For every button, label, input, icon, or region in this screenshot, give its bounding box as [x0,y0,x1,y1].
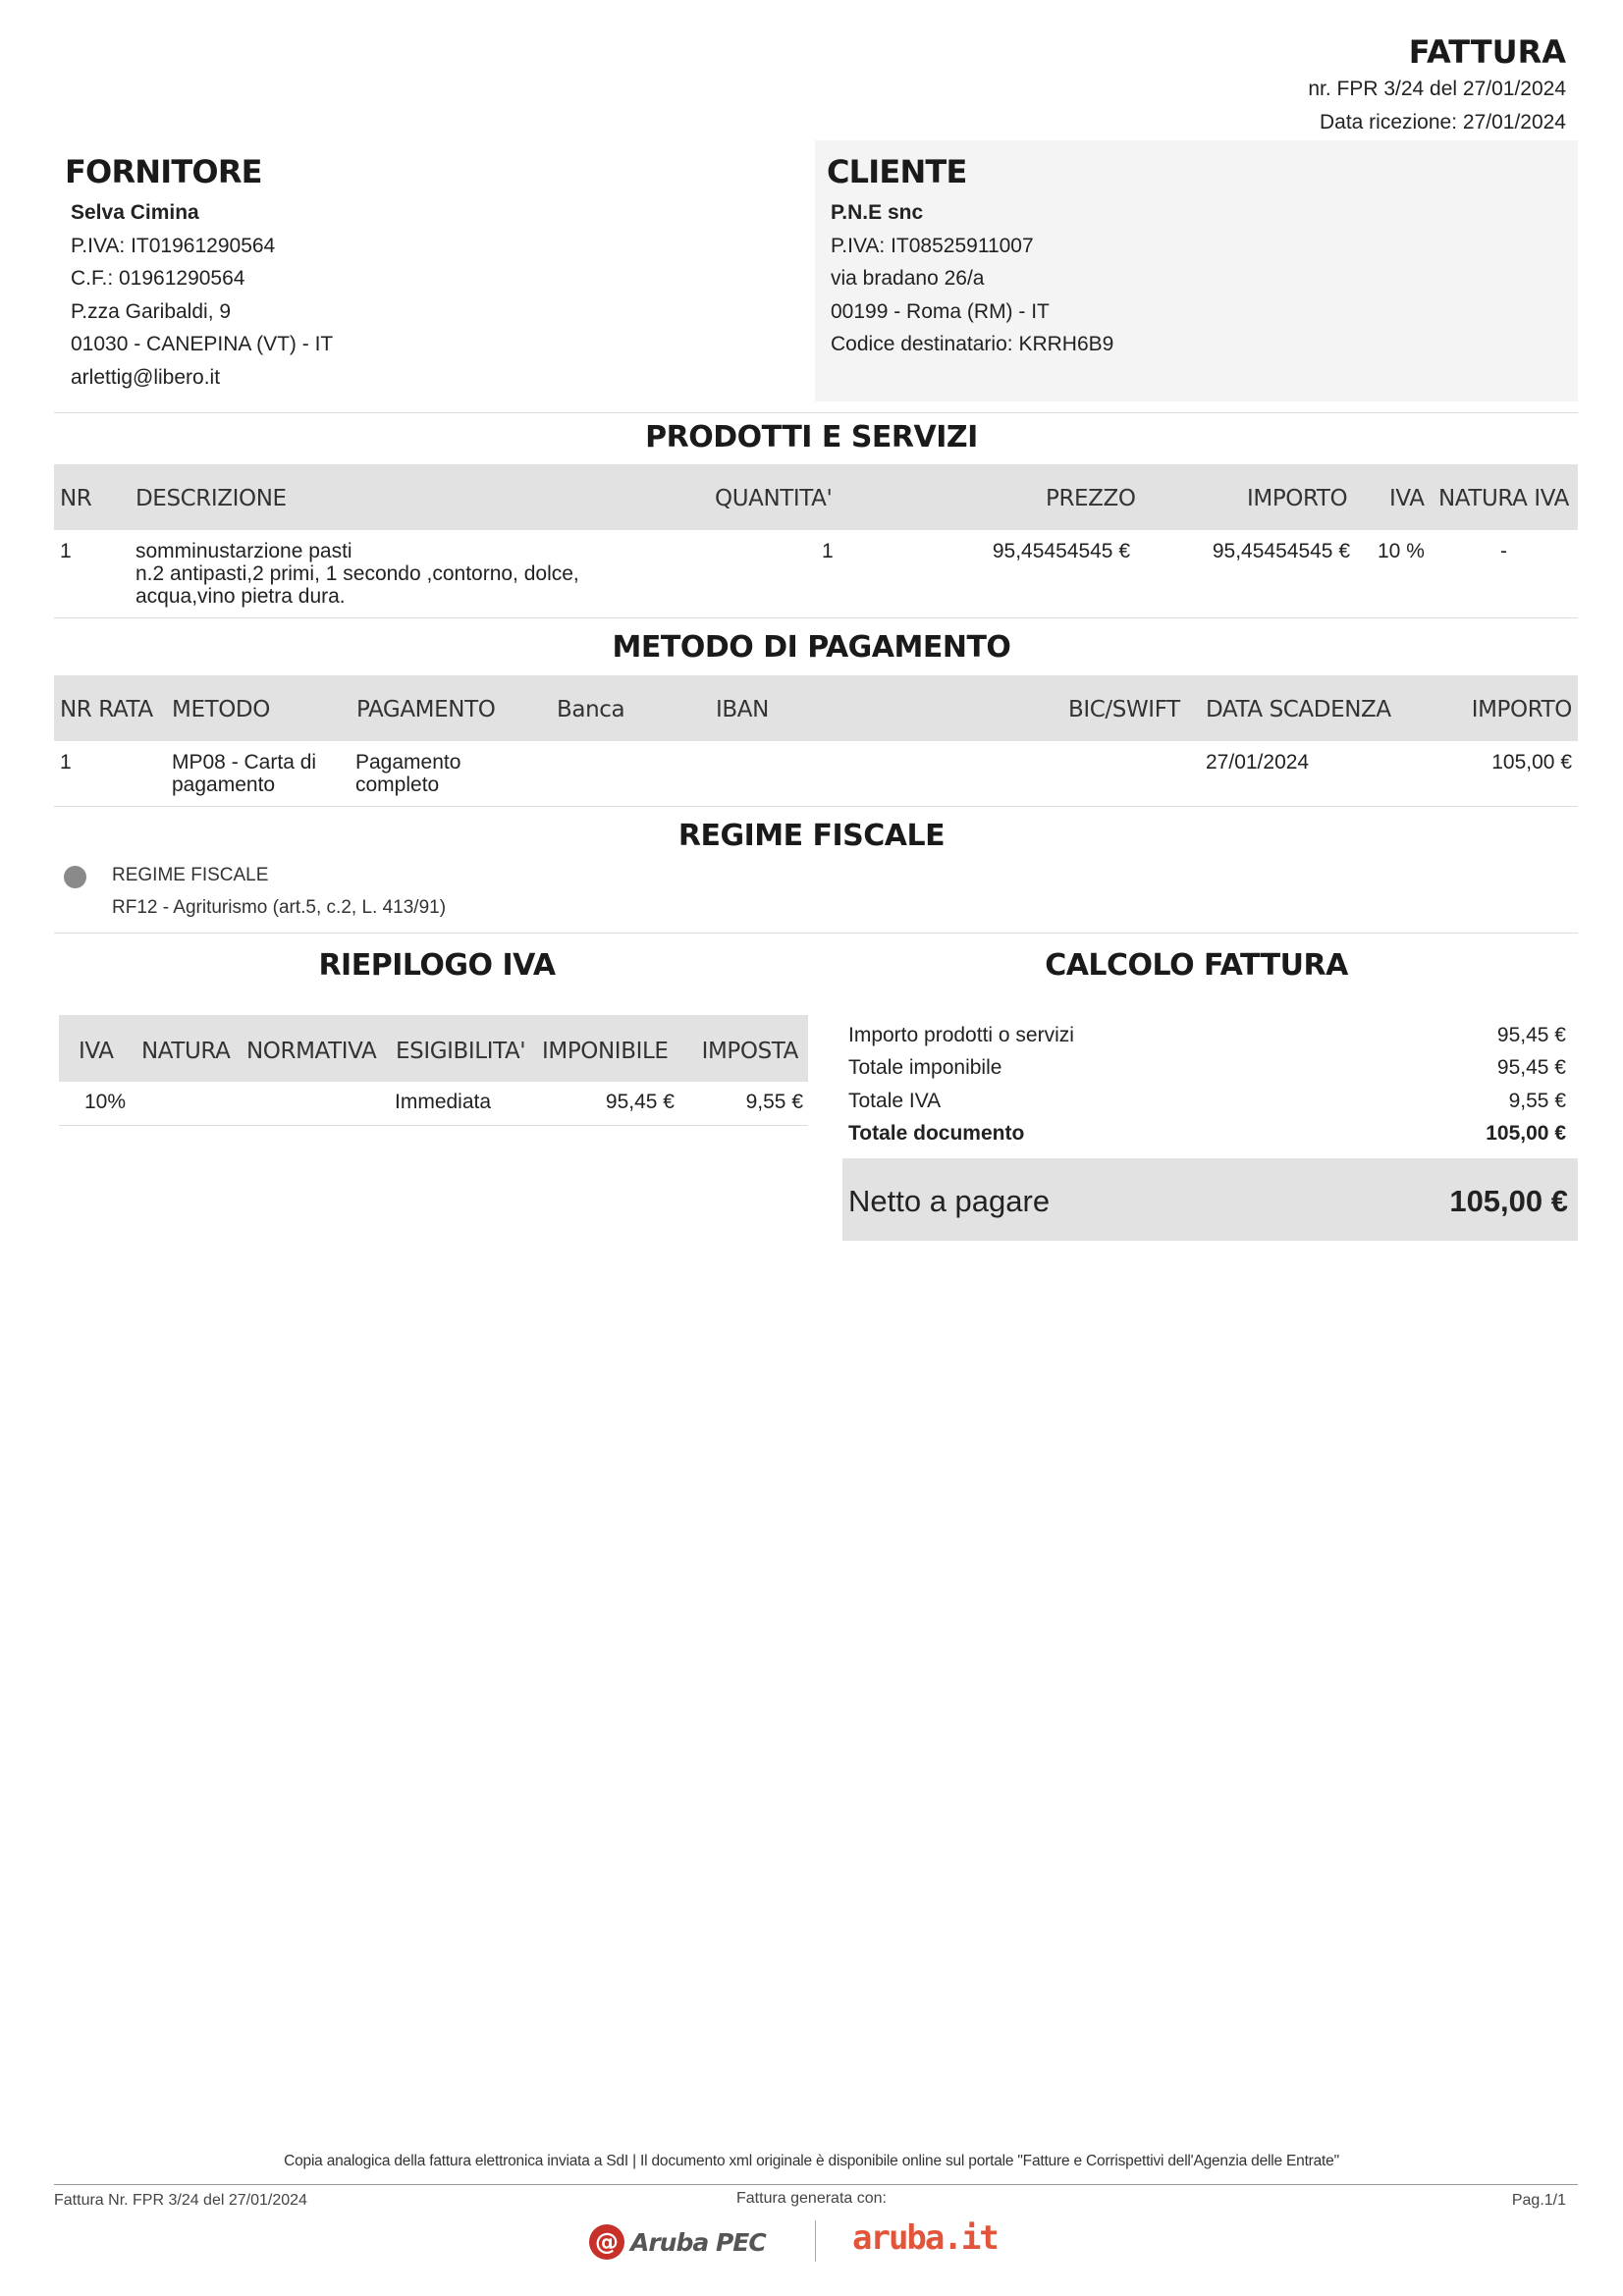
received-date: Data ricezione: 27/01/2024 [1319,111,1566,133]
col-nr-rata: NR RATA [60,697,153,722]
col-nr: NR [60,486,92,511]
row-amount: 95,45454545 € [1212,540,1350,562]
method-line: MP08 - Carta di [172,751,317,774]
net-label: Netto a pagare [848,1184,1051,1218]
col-natura: NATURA [141,1039,231,1064]
payment-header [54,675,1578,741]
col-imponibile: IMPONIBILE [542,1039,669,1064]
col-importo: IMPORTO [1247,486,1348,511]
divider [54,412,1578,413]
row-nr: 1 [60,751,72,774]
supplier-cf: C.F.: 01961290564 [71,267,245,290]
regime-label: REGIME FISCALE [112,865,269,885]
calc-value-totale: 105,00 € [1486,1122,1566,1145]
row-esigibilita: Immediata [395,1091,492,1113]
description-line: somminustarzione pasti [135,540,352,562]
payment-title: METODO DI PAGAMENTO [612,630,1011,665]
row-amount: 105,00 € [1491,751,1572,774]
supplier-city: 01030 - CANEPINA (VT) - IT [71,333,334,355]
calc-label-iva: Totale IVA [848,1090,942,1112]
col-imposta: IMPOSTA [701,1039,798,1064]
col-banca: Banca [557,697,625,722]
invoice-number: nr. FPR 3/24 del 27/01/2024 [1308,78,1566,100]
client-address: via bradano 26/a [831,267,985,290]
calc-value-iva: 9,55 € [1508,1090,1566,1112]
regime-title: REGIME FISCALE [677,819,946,853]
divider [54,617,1578,618]
col-bic: BIC/SWIFT [1068,697,1180,722]
col-iva: IVA [1389,486,1425,511]
col-iva: IVA [79,1039,114,1064]
aruba-pec-text: Aruba PEC [630,2227,766,2257]
col-metodo: METODO [172,697,270,722]
col-iban: IBAN [716,697,769,722]
row-qty: 1 [822,540,834,562]
products-header [54,464,1578,530]
footer-divider [54,2184,1578,2185]
client-details [831,196,1113,361]
col-natura-iva: NATURA IVA [1438,486,1569,511]
description-line: n.2 antipasti,2 primi, 1 secondo ,contorno, dolce, [135,562,579,585]
footer-generated: Fattura generata con: [736,2190,887,2207]
client-block [815,140,1578,401]
payment-line: completo [355,774,440,796]
col-data-scadenza: DATA SCADENZA [1206,697,1391,722]
calc-value-imponibile: 95,45 € [1496,1056,1566,1079]
row-due-date: 27/01/2024 [1206,751,1310,774]
calc-title: CALCOLO FATTURA [1045,948,1348,983]
regime-bullet-icon [64,866,86,888]
client-heading: CLIENTE [827,153,967,190]
client-piva: P.IVA: IT08525911007 [831,234,1034,257]
row-description [135,540,579,608]
col-descrizione: DESCRIZIONE [135,486,287,511]
client-name: P.N.E snc [831,201,924,224]
regime-value: RF12 - Agriturismo (art.5, c.2, L. 413/91) [112,897,447,918]
net-value: 105,00 € [1449,1184,1568,1218]
invoice-title: FATTURA [1408,33,1566,71]
divider [54,806,1578,807]
footer-page: Pag.1/1 [1511,2192,1566,2209]
aruba-pec-logo [589,2222,766,2262]
logo-separator [815,2220,816,2262]
supplier-email: arlettig@libero.it [71,365,221,389]
calc-value-importo: 95,45 € [1496,1024,1566,1046]
col-prezzo: PREZZO [1046,486,1136,511]
col-esigibilita: ESIGIBILITA' [396,1039,526,1064]
divider [59,1125,808,1126]
row-nature: - [1500,540,1507,562]
supplier-name: Selva Cimina [71,201,199,224]
calc-label-totale: Totale documento [848,1122,1025,1145]
client-city: 00199 - Roma (RM) - IT [831,299,1050,323]
client-code: Codice destinatario: KRRH6B9 [831,333,1114,355]
row-iva: 10% [84,1091,127,1113]
supplier-heading: FORNITORE [65,153,262,190]
col-quantita: QUANTITA' [715,486,833,511]
footer-invoice-ref: Fattura Nr. FPR 3/24 del 27/01/2024 [54,2192,307,2209]
products-title: PRODOTTI E SERVIZI [645,420,978,454]
supplier-details [71,196,333,394]
col-normativa: NORMATIVA [246,1039,377,1064]
description-line: acqua,vino pietra dura. [135,585,346,608]
row-imponibile: 95,45 € [605,1091,675,1113]
footer-note: Copia analogica della fattura elettronica inviata a SdI | Il documento xml originale è disponibile online sul portale "Fatture e Corrispettivi dell'Agenzia delle Entrate" [284,2153,1339,2169]
payment-line: Pagamento [355,751,461,774]
method-line: pagamento [172,774,276,796]
col-importo: IMPORTO [1471,697,1572,722]
divider [54,933,1578,934]
net-box [842,1158,1578,1241]
supplier-piva: P.IVA: IT01961290564 [71,234,276,257]
row-payment [355,751,460,796]
row-price: 95,45454545 € [992,540,1130,562]
row-vat: 10 % [1378,540,1425,562]
supplier-address: P.zza Garibaldi, 9 [71,299,232,323]
calc-label-imponibile: Totale imponibile [848,1056,1002,1079]
aruba-it-logo: aruba.it [852,2218,998,2258]
col-pagamento: PAGAMENTO [356,697,496,722]
row-method [172,751,316,796]
row-imposta: 9,55 € [745,1091,803,1113]
vat-summary-header [59,1015,808,1082]
vat-summary-title: RIEPILOGO IVA [318,948,556,983]
aruba-pec-icon: @ [589,2224,624,2260]
calc-label-importo: Importo prodotti o servizi [848,1024,1074,1046]
row-nr: 1 [60,540,72,562]
